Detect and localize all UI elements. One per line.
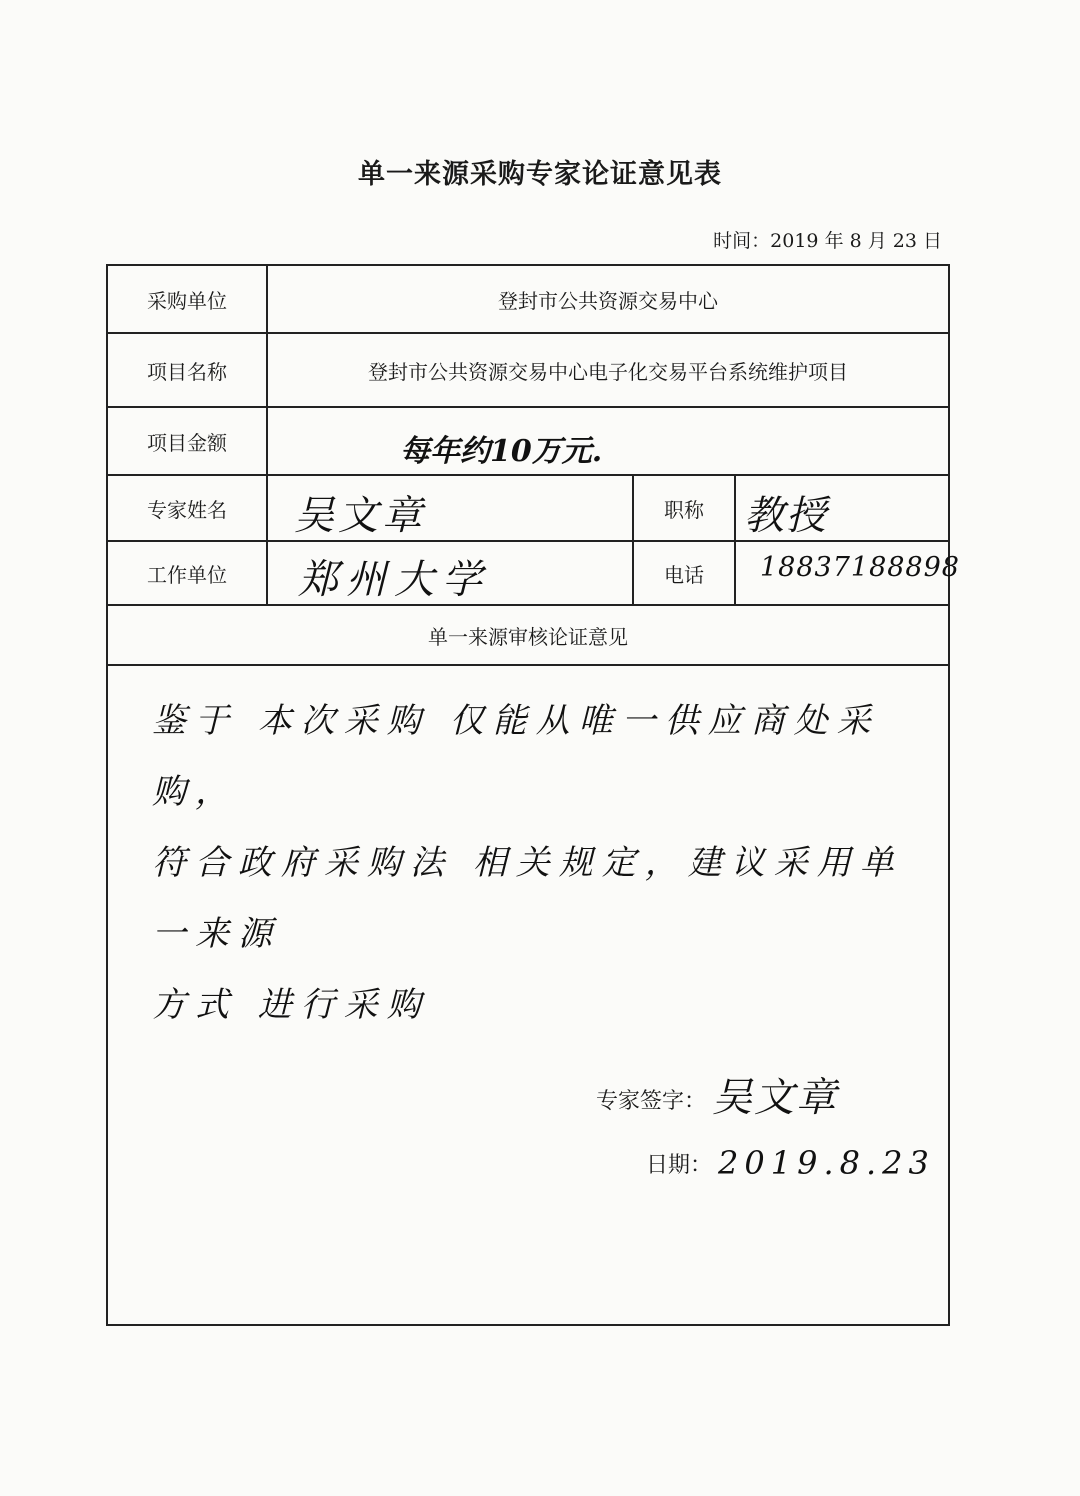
work-unit-label: 工作单位 — [147, 562, 227, 587]
opinion-text — [152, 686, 932, 1041]
date-label: 日期： — [646, 1153, 713, 1178]
procurement-unit-value: 登封市公共资源交易中心 — [498, 288, 718, 313]
project-name-label: 项目名称 — [147, 359, 227, 384]
opinion-body — [108, 666, 948, 1324]
title-value: 教授 — [744, 493, 828, 539]
document-title: 单一来源采购专家论证意见表 — [358, 159, 722, 190]
expert-name-label: 专家姓名 — [147, 497, 227, 522]
project-amount-value: 每年约10万元. — [400, 434, 603, 469]
document-date: 时间：2019 年 8 月 23 日 — [713, 230, 942, 252]
opinion-form — [106, 264, 960, 1326]
expert-name-value: 吴文章 — [294, 493, 426, 539]
opinion-line: 方式 进行采购 — [152, 985, 430, 1025]
opinion-line: 鉴于 本次采购 仅能从唯一供应商处采购， — [152, 701, 880, 812]
phone-value: 18837188898 — [760, 552, 960, 583]
project-amount-label: 项目金额 — [147, 430, 227, 455]
procurement-unit-label: 采购单位 — [147, 288, 227, 313]
project-name-value: 登封市公共资源交易中心电子化交易平台系统维护项目 — [368, 359, 848, 384]
date-value: 2019.8.23 — [718, 1144, 935, 1182]
work-unit-value: 郑州大学 — [298, 557, 490, 603]
opinion-line: 符合政府采购法 相关规定，建议采用单一来源 — [152, 843, 903, 954]
title-label: 职称 — [664, 497, 704, 522]
signature-value: 吴文章 — [712, 1075, 838, 1121]
opinion-header: 单一来源审核论证意见 — [428, 624, 628, 649]
signature-label: 专家签字： — [596, 1089, 707, 1114]
phone-label: 电话 — [664, 562, 704, 587]
column-divider — [734, 474, 736, 606]
